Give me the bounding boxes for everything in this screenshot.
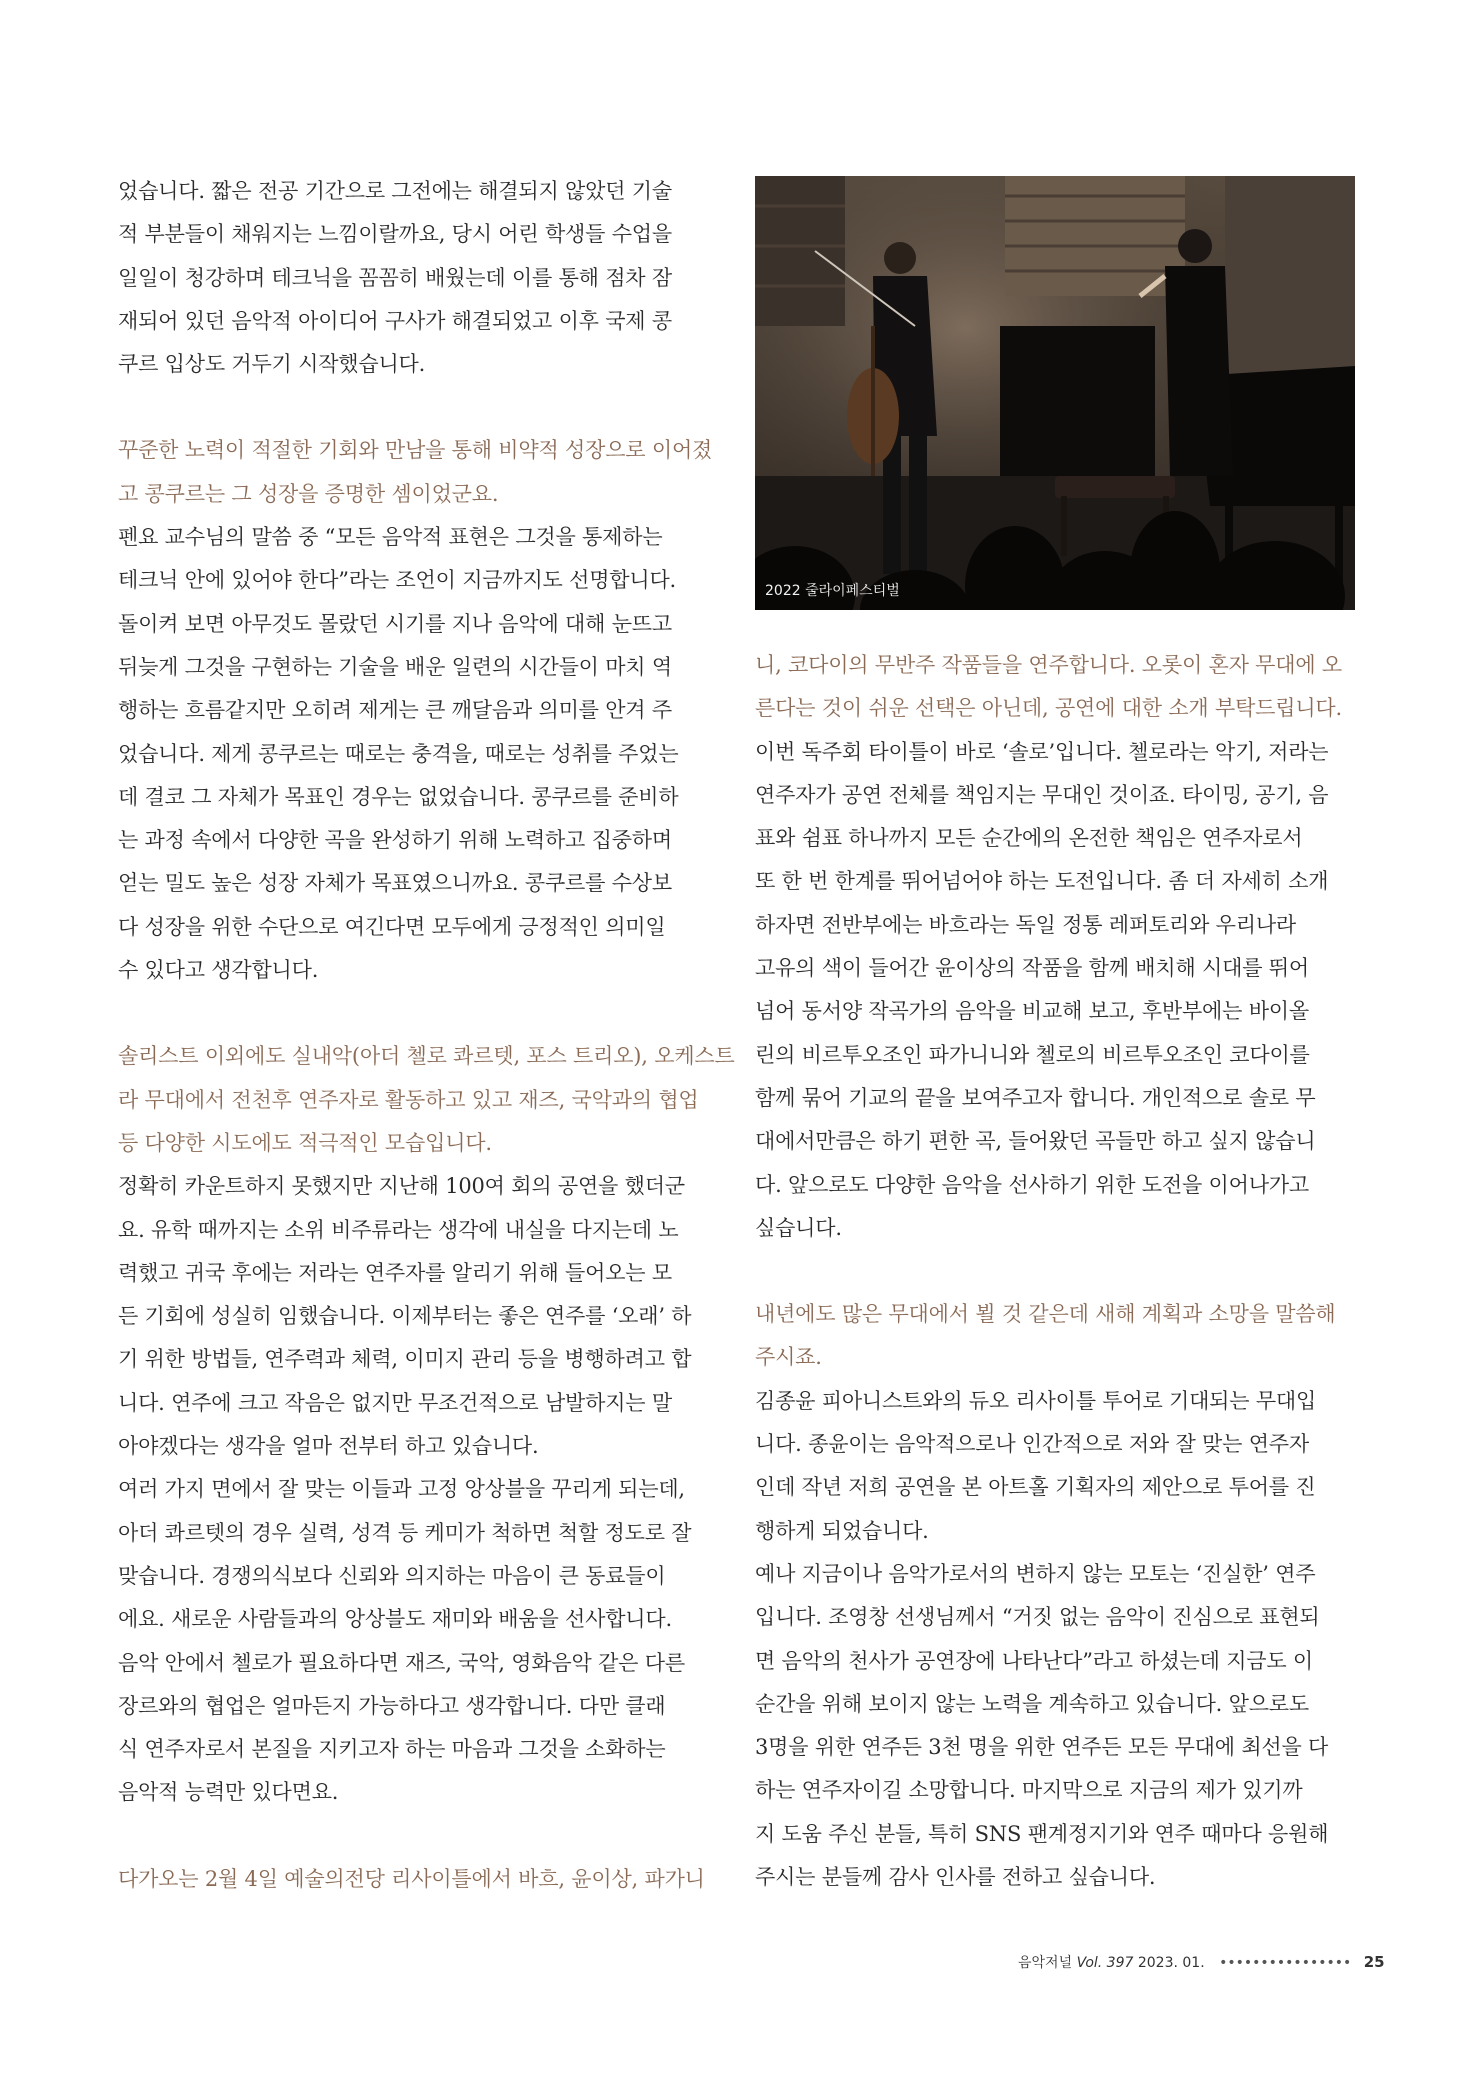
text-line: 함께 묶어 기교의 끝을 보여주고자 합니다. 개인적으로 솔로 무 bbox=[755, 1085, 1316, 1110]
text-line: 니, 코다이의 무반주 작품들을 연주합니다. 오롯이 혼자 무대에 오 bbox=[755, 653, 1342, 677]
text-line: 다가오는 2월 4일 예술의전당 리사이틀에서 바흐, 윤이상, 파가니 bbox=[118, 1866, 705, 1891]
text-line: 라 무대에서 전천후 연주자로 활동하고 있고 재즈, 국악과의 협업 bbox=[118, 1087, 699, 1112]
magazine-name: 음악저널 bbox=[1018, 1955, 1073, 1971]
right-text bbox=[755, 644, 1355, 1899]
text-line: 테크닉 안에 있어야 한다”라는 조언이 지금까지도 선명합니다. bbox=[118, 568, 677, 593]
text-line: 뒤늦게 그것을 구현하는 기술을 배운 일련의 시간들이 마치 역 bbox=[118, 654, 672, 679]
left-column bbox=[118, 170, 735, 1901]
text-line: 행하는 흐름같지만 오히려 제게는 큰 깨달음과 의미를 안겨 주 bbox=[118, 698, 672, 723]
text-line: 었습니다. 짧은 전공 기간으로 그전에는 해결되지 않았던 기술 bbox=[118, 179, 672, 203]
text-line: 요. 유학 때까지는 소위 비주류라는 생각에 내실을 다지는데 노 bbox=[118, 1217, 679, 1242]
text-line: 이번 독주회 타이틀이 바로 ‘솔로’입니다. 첼로라는 악기, 저라는 bbox=[755, 739, 1329, 764]
text-line: 또 한 번 한계를 뛰어넘어야 하는 도전입니다. 좀 더 자세히 소개 bbox=[755, 869, 1329, 894]
photo-caption: 2022 줄라이페스티벌 bbox=[765, 583, 900, 599]
text-line: 순간을 위해 보이지 않는 노력을 계속하고 있습니다. 앞으로도 bbox=[755, 1691, 1309, 1716]
text-line: 기 위한 방법들, 연주력과 체력, 이미지 관리 등을 병행하려고 합 bbox=[118, 1347, 692, 1372]
text-line: 고유의 색이 들어간 윤이상의 작품을 함께 배치해 시대를 뛰어 bbox=[755, 956, 1309, 981]
volume: Vol. 397 bbox=[1076, 1955, 1134, 1971]
text-line: 여러 가지 면에서 잘 맞는 이들과 고정 앙상블을 꾸리게 되는데, bbox=[118, 1477, 685, 1502]
text-line: 하자면 전반부에는 바흐라는 독일 정통 레퍼토리와 우리나라 bbox=[755, 912, 1296, 937]
text-line: 니다. 종윤이는 음악적으로나 인간적으로 저와 잘 맞는 연주자 bbox=[755, 1432, 1309, 1457]
text-line: 입니다. 조영창 선생님께서 “거짓 없는 음악이 진심으로 표현되 bbox=[755, 1605, 1320, 1630]
text-line: 표와 쉼표 하나까지 모든 순간에의 온전한 책임은 연주자로서 bbox=[755, 826, 1303, 851]
paragraph-spacer bbox=[755, 1250, 1355, 1293]
text-line: 아더 콰르텟의 경우 실력, 성격 등 케미가 척하면 척할 정도로 잘 bbox=[118, 1520, 692, 1545]
text-line: 주시는 분들께 감사 인사를 전하고 싶습니다. bbox=[755, 1865, 1156, 1890]
text-line: 예나 지금이나 음악가로서의 변하지 않는 모토는 ‘진실한’ 연주 bbox=[755, 1561, 1316, 1586]
text-line: 싶습니다. bbox=[755, 1215, 842, 1240]
footer-dots: •••••••••••••••• bbox=[1219, 1955, 1352, 1971]
text-line: 인데 작년 저희 공연을 본 아트홀 기획자의 제안으로 투어를 진 bbox=[755, 1475, 1316, 1500]
paragraph-spacer bbox=[118, 992, 718, 1035]
issue-date: 2023. 01. bbox=[1137, 1955, 1205, 1971]
text-line: 적 부분들이 채워지는 느낌이랄까요, 당시 어린 학생들 수업을 bbox=[118, 222, 672, 247]
text-line: 음악 안에서 첼로가 필요하다면 재즈, 국악, 영화음악 같은 다른 bbox=[118, 1650, 685, 1675]
text-line: 하는 연주자이길 소망합니다. 마지막으로 지금의 제가 있기까 bbox=[755, 1778, 1303, 1803]
text-line: 맞습니다. 경쟁의식보다 신뢰와 의지하는 마음이 큰 동료들이 bbox=[118, 1563, 666, 1588]
concert-photo-image bbox=[755, 176, 1355, 610]
text-line: 돌이켜 보면 아무것도 몰랐던 시기를 지나 음악에 대해 눈뜨고 bbox=[118, 611, 672, 636]
answer-paragraph bbox=[755, 1553, 1355, 1899]
page-footer bbox=[1018, 1952, 1385, 1972]
text-line: 수 있다고 생각합니다. bbox=[118, 958, 319, 983]
text-line: 니다. 연주에 크고 작음은 없지만 무조건적으로 남발하지는 말 bbox=[118, 1390, 672, 1415]
text-line: 고 콩쿠르는 그 성장을 증명한 셈이었군요. bbox=[118, 481, 499, 506]
text-line: 면 음악의 천사가 공연장에 나타난다”라고 하셨는데 지금도 이 bbox=[755, 1648, 1314, 1673]
answer-paragraph bbox=[755, 1380, 1355, 1553]
text-line: 든 기회에 성실히 임했습니다. 이제부터는 좋은 연주를 ‘오래’ 하 bbox=[118, 1304, 692, 1329]
text-line: 아야겠다는 생각을 얼마 전부터 하고 있습니다. bbox=[118, 1434, 539, 1459]
text-line: 쿠르 입상도 거두기 시작했습니다. bbox=[118, 352, 426, 377]
text-line: 데 결코 그 자체가 목표인 경우는 없었습니다. 콩쿠르를 준비하 bbox=[118, 784, 679, 809]
text-line: 연주자가 공연 전체를 책임지는 무대인 것이죠. 타이밍, 공기, 음 bbox=[755, 782, 1329, 807]
text-line: 다. 앞으로도 다양한 음악을 선사하기 위한 도전을 이어나가고 bbox=[755, 1172, 1309, 1197]
text-line: 정확히 카운트하지 못했지만 지난해 100여 회의 공연을 했더군 bbox=[118, 1174, 685, 1199]
text-line: 는 과정 속에서 다양한 곡을 완성하기 위해 노력하고 집중하며 bbox=[118, 828, 672, 853]
text-line: 식 연주자로서 본질을 지키고자 하는 마음과 그것을 소화하는 bbox=[118, 1737, 666, 1762]
text-line: 일일이 청강하며 테크닉을 꼼꼼히 배웠는데 이를 통해 점차 잠 bbox=[118, 265, 672, 290]
text-line: 내년에도 많은 무대에서 뵐 것 같은데 새해 계획과 소망을 말씀해 bbox=[755, 1302, 1336, 1327]
text-line: 음악적 능력만 있다면요. bbox=[118, 1780, 339, 1805]
text-line: 에요. 새로운 사람들과의 앙상블도 재미와 배움을 선사합니다. bbox=[118, 1607, 672, 1632]
interview-question bbox=[118, 1035, 735, 1165]
answer-paragraph bbox=[755, 731, 1355, 1251]
answer-paragraph bbox=[118, 170, 718, 386]
interview-question bbox=[118, 429, 718, 516]
text-line: 지 도움 주신 분들, 특히 SNS 팬계정지기와 연주 때마다 응원해 bbox=[755, 1821, 1329, 1846]
text-line: 김종윤 피아니스트와의 듀오 리사이틀 투어로 기대되는 무대입 bbox=[755, 1388, 1317, 1413]
text-line: 른다는 것이 쉬운 선택은 아닌데, 공연에 대한 소개 부탁드립니다. bbox=[755, 696, 1342, 721]
text-line: 력했고 귀국 후에는 저라는 연주자를 알리기 위해 들어오는 모 bbox=[118, 1260, 672, 1285]
text-line: 었습니다. 제게 콩쿠르는 때로는 충격을, 때로는 성취를 주었는 bbox=[118, 741, 679, 766]
concert-photo bbox=[755, 176, 1355, 610]
text-line: 린의 비르투오조인 파가니니와 첼로의 비르투오조인 코다이를 bbox=[755, 1042, 1310, 1067]
paragraph-spacer bbox=[118, 386, 718, 429]
text-line: 솔리스트 이외에도 실내악(아더 첼로 콰르텟, 포스 트리오), 오케스트 bbox=[118, 1044, 735, 1069]
answer-paragraph bbox=[118, 516, 718, 992]
text-line: 넘어 동서양 작곡가의 음악을 비교해 보고, 후반부에는 바이올 bbox=[755, 999, 1309, 1024]
text-line: 장르와의 협업은 얼마든지 가능하다고 생각합니다. 다만 클래 bbox=[118, 1693, 666, 1718]
text-line: 대에서만큼은 하기 편한 곡, 들어왔던 곡들만 하고 싶지 않습니 bbox=[755, 1129, 1316, 1154]
text-line: 재되어 있던 음악적 아이디어 구사가 해결되었고 이후 국제 콩 bbox=[118, 308, 672, 333]
interview-question bbox=[755, 644, 1355, 731]
text-line: 얻는 밀도 높은 성장 자체가 목표였으니까요. 콩쿠르를 수상보 bbox=[118, 871, 672, 896]
text-line: 등 다양한 시도에도 적극적인 모습입니다. bbox=[118, 1130, 492, 1155]
text-line: 다 성장을 위한 수단으로 여긴다면 모두에게 긍정적인 의미일 bbox=[118, 914, 666, 939]
interview-question bbox=[755, 1293, 1355, 1380]
interview-question bbox=[118, 1858, 718, 1901]
text-line: 3명을 위한 연주든 3천 명을 위한 연주든 모든 무대에 최선을 다 bbox=[755, 1735, 1329, 1760]
text-line: 행하게 되었습니다. bbox=[755, 1518, 929, 1543]
answer-paragraph bbox=[118, 1468, 718, 1814]
paragraph-spacer bbox=[118, 1815, 718, 1858]
text-line: 주시죠. bbox=[755, 1345, 822, 1370]
page-number: 25 bbox=[1363, 1953, 1385, 1971]
answer-paragraph bbox=[118, 1165, 718, 1468]
text-line: 펜요 교수님의 말씀 중 “모든 음악적 표현은 그것을 통제하는 bbox=[118, 525, 663, 550]
text-line: 꾸준한 노력이 적절한 기회와 만남을 통해 비약적 성장으로 이어졌 bbox=[118, 438, 713, 463]
